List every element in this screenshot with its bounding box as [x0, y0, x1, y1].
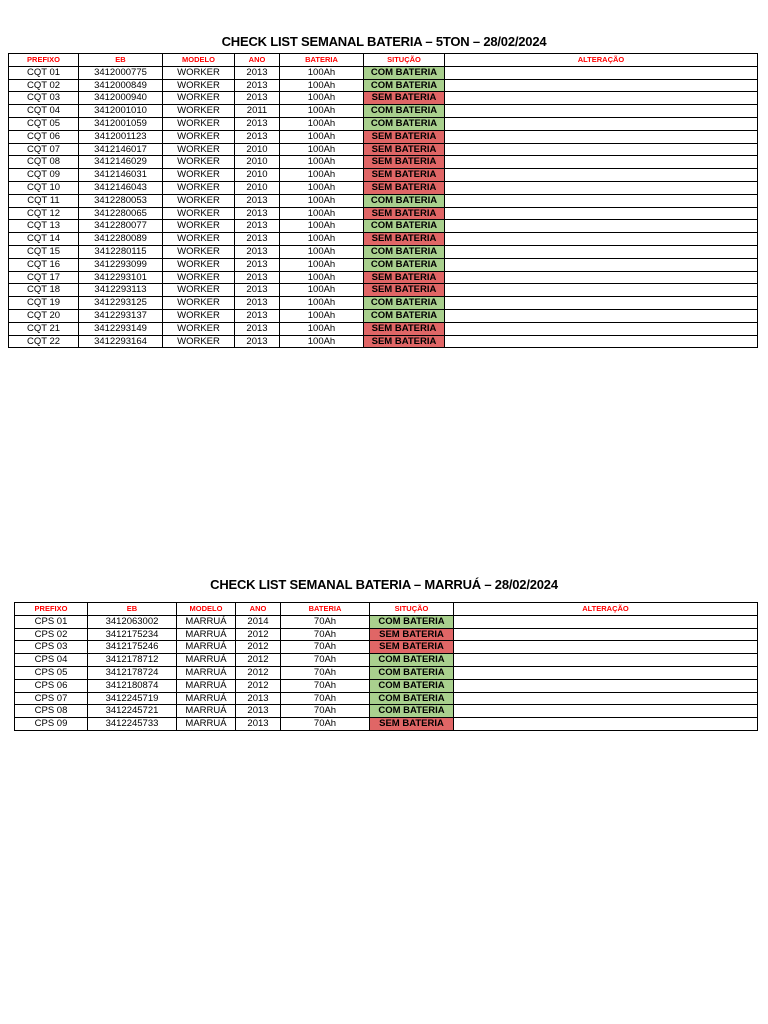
- cell-alteracao: [445, 322, 758, 335]
- table-header-row: [9, 54, 758, 67]
- table-row: [9, 284, 758, 297]
- cell-modelo: WORKER: [163, 156, 235, 169]
- cell-prefixo: CPS 03: [15, 641, 88, 654]
- cell-alteracao: [445, 309, 758, 322]
- cell-prefixo: CQT 13: [9, 220, 79, 233]
- header-ano: ANO: [236, 603, 281, 616]
- cell-ano: 2012: [236, 666, 281, 679]
- cell-bateria: 70Ah: [281, 666, 370, 679]
- cell-prefixo: CQT 09: [9, 169, 79, 182]
- cell-eb: 3412245733: [88, 718, 177, 731]
- cell-bateria: 100Ah: [280, 130, 364, 143]
- table-row: [9, 297, 758, 310]
- header-alteracao: ALTERAÇÃO: [454, 603, 758, 616]
- cell-bateria: 100Ah: [280, 169, 364, 182]
- table-row: [15, 679, 758, 692]
- cell-ano: 2013: [236, 692, 281, 705]
- cell-modelo: WORKER: [163, 105, 235, 118]
- cell-eb: 3412293113: [79, 284, 163, 297]
- cell-alteracao: [445, 181, 758, 194]
- table-row: [9, 143, 758, 156]
- cell-prefixo: CPS 07: [15, 692, 88, 705]
- cell-situacao: COM BATERIA: [364, 258, 445, 271]
- cell-bateria: 100Ah: [280, 309, 364, 322]
- cell-situacao: COM BATERIA: [370, 692, 454, 705]
- cell-prefixo: CQT 17: [9, 271, 79, 284]
- cell-modelo: WORKER: [163, 143, 235, 156]
- table-row: [15, 615, 758, 628]
- cell-ano: 2013: [236, 718, 281, 731]
- cell-prefixo: CQT 10: [9, 181, 79, 194]
- cell-ano: 2012: [236, 679, 281, 692]
- table-row: [9, 181, 758, 194]
- cell-ano: 2010: [235, 156, 280, 169]
- cell-alteracao: [445, 284, 758, 297]
- cell-modelo: WORKER: [163, 284, 235, 297]
- cell-bateria: 70Ah: [281, 641, 370, 654]
- cell-bateria: 100Ah: [280, 335, 364, 348]
- cell-modelo: MARRUÁ: [177, 666, 236, 679]
- cell-bateria: 100Ah: [280, 143, 364, 156]
- cell-ano: 2010: [235, 181, 280, 194]
- cell-eb: 3412293101: [79, 271, 163, 284]
- cell-prefixo: CQT 20: [9, 309, 79, 322]
- table-row: [9, 130, 758, 143]
- table-row: [9, 105, 758, 118]
- cell-eb: 3412000940: [79, 92, 163, 105]
- cell-situacao: SEM BATERIA: [364, 284, 445, 297]
- cell-bateria: 100Ah: [280, 284, 364, 297]
- cell-alteracao: [445, 335, 758, 348]
- cell-alteracao: [445, 233, 758, 246]
- cell-bateria: 70Ah: [281, 615, 370, 628]
- cell-eb: 3412175234: [88, 628, 177, 641]
- cell-alteracao: [445, 105, 758, 118]
- cell-ano: 2013: [235, 207, 280, 220]
- cell-alteracao: [454, 628, 758, 641]
- cell-modelo: MARRUÁ: [177, 654, 236, 667]
- cell-modelo: WORKER: [163, 79, 235, 92]
- cell-situacao: SEM BATERIA: [364, 335, 445, 348]
- cell-situacao: COM BATERIA: [364, 79, 445, 92]
- table-row: [9, 322, 758, 335]
- cell-ano: 2013: [235, 233, 280, 246]
- cell-modelo: WORKER: [163, 245, 235, 258]
- cell-alteracao: [445, 79, 758, 92]
- cell-situacao: COM BATERIA: [364, 66, 445, 79]
- cell-modelo: WORKER: [163, 130, 235, 143]
- cell-alteracao: [445, 297, 758, 310]
- cell-modelo: WORKER: [163, 297, 235, 310]
- cell-eb: 3412000849: [79, 79, 163, 92]
- cell-alteracao: [445, 258, 758, 271]
- cell-bateria: 100Ah: [280, 258, 364, 271]
- battery-table-5ton: [8, 53, 758, 348]
- cell-prefixo: CQT 02: [9, 79, 79, 92]
- cell-prefixo: CQT 14: [9, 233, 79, 246]
- table-row: [15, 718, 758, 731]
- cell-modelo: MARRUÁ: [177, 641, 236, 654]
- section-title-marrua: CHECK LIST SEMANAL BATERIA – MARRUÁ – 28/02/2024: [210, 577, 558, 592]
- cell-alteracao: [454, 679, 758, 692]
- cell-situacao: COM BATERIA: [364, 105, 445, 118]
- header-modelo: MODELO: [177, 603, 236, 616]
- cell-modelo: WORKER: [163, 335, 235, 348]
- cell-eb: 3412280053: [79, 194, 163, 207]
- cell-eb: 3412293137: [79, 309, 163, 322]
- cell-prefixo: CPS 08: [15, 705, 88, 718]
- cell-modelo: WORKER: [163, 66, 235, 79]
- cell-situacao: SEM BATERIA: [364, 322, 445, 335]
- cell-situacao: SEM BATERIA: [364, 233, 445, 246]
- cell-prefixo: CPS 04: [15, 654, 88, 667]
- table-row: [9, 117, 758, 130]
- cell-eb: 3412001059: [79, 117, 163, 130]
- table-row: [9, 66, 758, 79]
- cell-ano: 2012: [236, 641, 281, 654]
- table-row: [15, 666, 758, 679]
- cell-situacao: SEM BATERIA: [370, 718, 454, 731]
- cell-eb: 3412293164: [79, 335, 163, 348]
- cell-eb: 3412001010: [79, 105, 163, 118]
- cell-situacao: COM BATERIA: [370, 679, 454, 692]
- cell-alteracao: [445, 117, 758, 130]
- cell-situacao: COM BATERIA: [370, 615, 454, 628]
- cell-bateria: 100Ah: [280, 245, 364, 258]
- cell-modelo: MARRUÁ: [177, 705, 236, 718]
- cell-ano: 2013: [235, 309, 280, 322]
- cell-prefixo: CQT 01: [9, 66, 79, 79]
- cell-eb: 3412280065: [79, 207, 163, 220]
- cell-ano: 2013: [235, 245, 280, 258]
- cell-prefixo: CQT 21: [9, 322, 79, 335]
- cell-eb: 3412146017: [79, 143, 163, 156]
- table-row: [15, 628, 758, 641]
- cell-eb: 3412178724: [88, 666, 177, 679]
- cell-situacao: COM BATERIA: [370, 666, 454, 679]
- cell-bateria: 100Ah: [280, 66, 364, 79]
- cell-eb: 3412180874: [88, 679, 177, 692]
- cell-eb: 3412001123: [79, 130, 163, 143]
- cell-modelo: WORKER: [163, 258, 235, 271]
- table-row: [9, 271, 758, 284]
- cell-situacao: SEM BATERIA: [364, 271, 445, 284]
- cell-prefixo: CQT 19: [9, 297, 79, 310]
- cell-ano: 2012: [236, 654, 281, 667]
- cell-situacao: COM BATERIA: [364, 117, 445, 130]
- header-bateria: BATERIA: [281, 603, 370, 616]
- cell-modelo: MARRUÁ: [177, 615, 236, 628]
- cell-bateria: 70Ah: [281, 718, 370, 731]
- cell-bateria: 100Ah: [280, 79, 364, 92]
- cell-modelo: WORKER: [163, 271, 235, 284]
- cell-prefixo: CQT 11: [9, 194, 79, 207]
- table-row: [9, 220, 758, 233]
- cell-bateria: 100Ah: [280, 207, 364, 220]
- cell-prefixo: CQT 07: [9, 143, 79, 156]
- cell-situacao: COM BATERIA: [370, 654, 454, 667]
- cell-modelo: WORKER: [163, 322, 235, 335]
- cell-prefixo: CPS 01: [15, 615, 88, 628]
- cell-eb: 3412293125: [79, 297, 163, 310]
- cell-eb: 3412280077: [79, 220, 163, 233]
- cell-eb: 3412293099: [79, 258, 163, 271]
- cell-prefixo: CQT 16: [9, 258, 79, 271]
- cell-eb: 3412280089: [79, 233, 163, 246]
- header-prefixo: PREFIXO: [15, 603, 88, 616]
- cell-alteracao: [445, 169, 758, 182]
- cell-alteracao: [445, 92, 758, 105]
- cell-situacao: COM BATERIA: [364, 194, 445, 207]
- cell-modelo: WORKER: [163, 207, 235, 220]
- cell-bateria: 100Ah: [280, 156, 364, 169]
- table-row: [15, 692, 758, 705]
- cell-modelo: WORKER: [163, 309, 235, 322]
- cell-alteracao: [454, 666, 758, 679]
- header-alteracao: ALTERAÇÃO: [445, 54, 758, 67]
- cell-eb: 3412293149: [79, 322, 163, 335]
- cell-situacao: COM BATERIA: [364, 220, 445, 233]
- cell-ano: 2013: [235, 79, 280, 92]
- table-row: [9, 156, 758, 169]
- table-row: [9, 233, 758, 246]
- header-situacao: SITUÇÃO: [364, 54, 445, 67]
- table-row: [9, 309, 758, 322]
- cell-situacao: COM BATERIA: [364, 309, 445, 322]
- section-title-5ton: CHECK LIST SEMANAL BATERIA – 5TON – 28/02/2024: [221, 34, 547, 49]
- cell-ano: 2013: [235, 284, 280, 297]
- cell-eb: 3412245721: [88, 705, 177, 718]
- cell-bateria: 100Ah: [280, 117, 364, 130]
- cell-alteracao: [454, 615, 758, 628]
- cell-ano: 2013: [235, 194, 280, 207]
- cell-alteracao: [454, 718, 758, 731]
- cell-prefixo: CQT 18: [9, 284, 79, 297]
- table-row: [9, 258, 758, 271]
- cell-situacao: SEM BATERIA: [364, 92, 445, 105]
- header-ano: ANO: [235, 54, 280, 67]
- cell-ano: 2013: [235, 130, 280, 143]
- cell-alteracao: [445, 66, 758, 79]
- table-row: [15, 641, 758, 654]
- cell-prefixo: CQT 12: [9, 207, 79, 220]
- cell-ano: 2013: [235, 322, 280, 335]
- header-modelo: MODELO: [163, 54, 235, 67]
- cell-alteracao: [454, 654, 758, 667]
- cell-prefixo: CQT 15: [9, 245, 79, 258]
- cell-alteracao: [445, 207, 758, 220]
- cell-bateria: 70Ah: [281, 679, 370, 692]
- cell-bateria: 100Ah: [280, 220, 364, 233]
- cell-bateria: 100Ah: [280, 194, 364, 207]
- cell-alteracao: [445, 194, 758, 207]
- cell-modelo: WORKER: [163, 194, 235, 207]
- table-row: [9, 335, 758, 348]
- cell-prefixo: CQT 04: [9, 105, 79, 118]
- table-row: [9, 92, 758, 105]
- cell-prefixo: CPS 09: [15, 718, 88, 731]
- cell-modelo: MARRUÁ: [177, 679, 236, 692]
- cell-alteracao: [445, 220, 758, 233]
- cell-bateria: 100Ah: [280, 92, 364, 105]
- cell-alteracao: [445, 156, 758, 169]
- cell-ano: 2013: [236, 705, 281, 718]
- cell-ano: 2010: [235, 169, 280, 182]
- cell-ano: 2013: [235, 297, 280, 310]
- cell-situacao: SEM BATERIA: [364, 130, 445, 143]
- cell-bateria: 70Ah: [281, 654, 370, 667]
- cell-alteracao: [454, 641, 758, 654]
- cell-modelo: WORKER: [163, 117, 235, 130]
- cell-prefixo: CQT 22: [9, 335, 79, 348]
- cell-bateria: 100Ah: [280, 105, 364, 118]
- cell-alteracao: [454, 705, 758, 718]
- cell-situacao: SEM BATERIA: [364, 169, 445, 182]
- cell-eb: 3412178712: [88, 654, 177, 667]
- cell-situacao: SEM BATERIA: [364, 143, 445, 156]
- cell-situacao: SEM BATERIA: [364, 156, 445, 169]
- cell-prefixo: CPS 06: [15, 679, 88, 692]
- table-header-row: [15, 603, 758, 616]
- cell-modelo: WORKER: [163, 92, 235, 105]
- header-bateria: BATERIA: [280, 54, 364, 67]
- cell-prefixo: CQT 05: [9, 117, 79, 130]
- cell-situacao: COM BATERIA: [370, 705, 454, 718]
- cell-eb: 3412245719: [88, 692, 177, 705]
- cell-ano: 2013: [235, 66, 280, 79]
- cell-ano: 2014: [236, 615, 281, 628]
- cell-alteracao: [445, 130, 758, 143]
- cell-bateria: 100Ah: [280, 233, 364, 246]
- cell-ano: 2013: [235, 220, 280, 233]
- cell-modelo: WORKER: [163, 233, 235, 246]
- table-row: [9, 79, 758, 92]
- cell-eb: 3412146029: [79, 156, 163, 169]
- cell-ano: 2013: [235, 92, 280, 105]
- cell-bateria: 70Ah: [281, 692, 370, 705]
- cell-eb: 3412146031: [79, 169, 163, 182]
- cell-ano: 2013: [235, 335, 280, 348]
- cell-alteracao: [445, 271, 758, 284]
- cell-ano: 2012: [236, 628, 281, 641]
- cell-modelo: WORKER: [163, 181, 235, 194]
- cell-prefixo: CQT 08: [9, 156, 79, 169]
- cell-alteracao: [445, 245, 758, 258]
- cell-eb: 3412000775: [79, 66, 163, 79]
- cell-eb: 3412280115: [79, 245, 163, 258]
- cell-bateria: 70Ah: [281, 705, 370, 718]
- table-row: [9, 194, 758, 207]
- cell-situacao: SEM BATERIA: [370, 641, 454, 654]
- cell-situacao: COM BATERIA: [364, 245, 445, 258]
- cell-ano: 2013: [235, 258, 280, 271]
- cell-situacao: SEM BATERIA: [370, 628, 454, 641]
- header-prefixo: PREFIXO: [9, 54, 79, 67]
- cell-modelo: MARRUÁ: [177, 718, 236, 731]
- cell-bateria: 100Ah: [280, 181, 364, 194]
- table-row: [9, 169, 758, 182]
- cell-bateria: 100Ah: [280, 271, 364, 284]
- cell-bateria: 70Ah: [281, 628, 370, 641]
- header-eb: EB: [88, 603, 177, 616]
- cell-situacao: SEM BATERIA: [364, 207, 445, 220]
- cell-eb: 3412063002: [88, 615, 177, 628]
- table-row: [9, 245, 758, 258]
- cell-prefixo: CPS 02: [15, 628, 88, 641]
- table-row: [9, 207, 758, 220]
- cell-bateria: 100Ah: [280, 322, 364, 335]
- cell-alteracao: [454, 692, 758, 705]
- cell-eb: 3412146043: [79, 181, 163, 194]
- cell-eb: 3412175246: [88, 641, 177, 654]
- cell-modelo: MARRUÁ: [177, 692, 236, 705]
- header-eb: EB: [79, 54, 163, 67]
- cell-modelo: WORKER: [163, 169, 235, 182]
- cell-ano: 2011: [235, 105, 280, 118]
- cell-bateria: 100Ah: [280, 297, 364, 310]
- table-row: [15, 654, 758, 667]
- cell-prefixo: CPS 05: [15, 666, 88, 679]
- cell-ano: 2013: [235, 271, 280, 284]
- battery-table-marrua: [14, 602, 758, 731]
- cell-modelo: MARRUÁ: [177, 628, 236, 641]
- cell-modelo: WORKER: [163, 220, 235, 233]
- cell-ano: 2013: [235, 117, 280, 130]
- table-row: [15, 705, 758, 718]
- cell-situacao: SEM BATERIA: [364, 181, 445, 194]
- cell-prefixo: CQT 06: [9, 130, 79, 143]
- cell-prefixo: CQT 03: [9, 92, 79, 105]
- cell-ano: 2010: [235, 143, 280, 156]
- cell-situacao: COM BATERIA: [364, 297, 445, 310]
- cell-alteracao: [445, 143, 758, 156]
- header-situacao: SITUÇÃO: [370, 603, 454, 616]
